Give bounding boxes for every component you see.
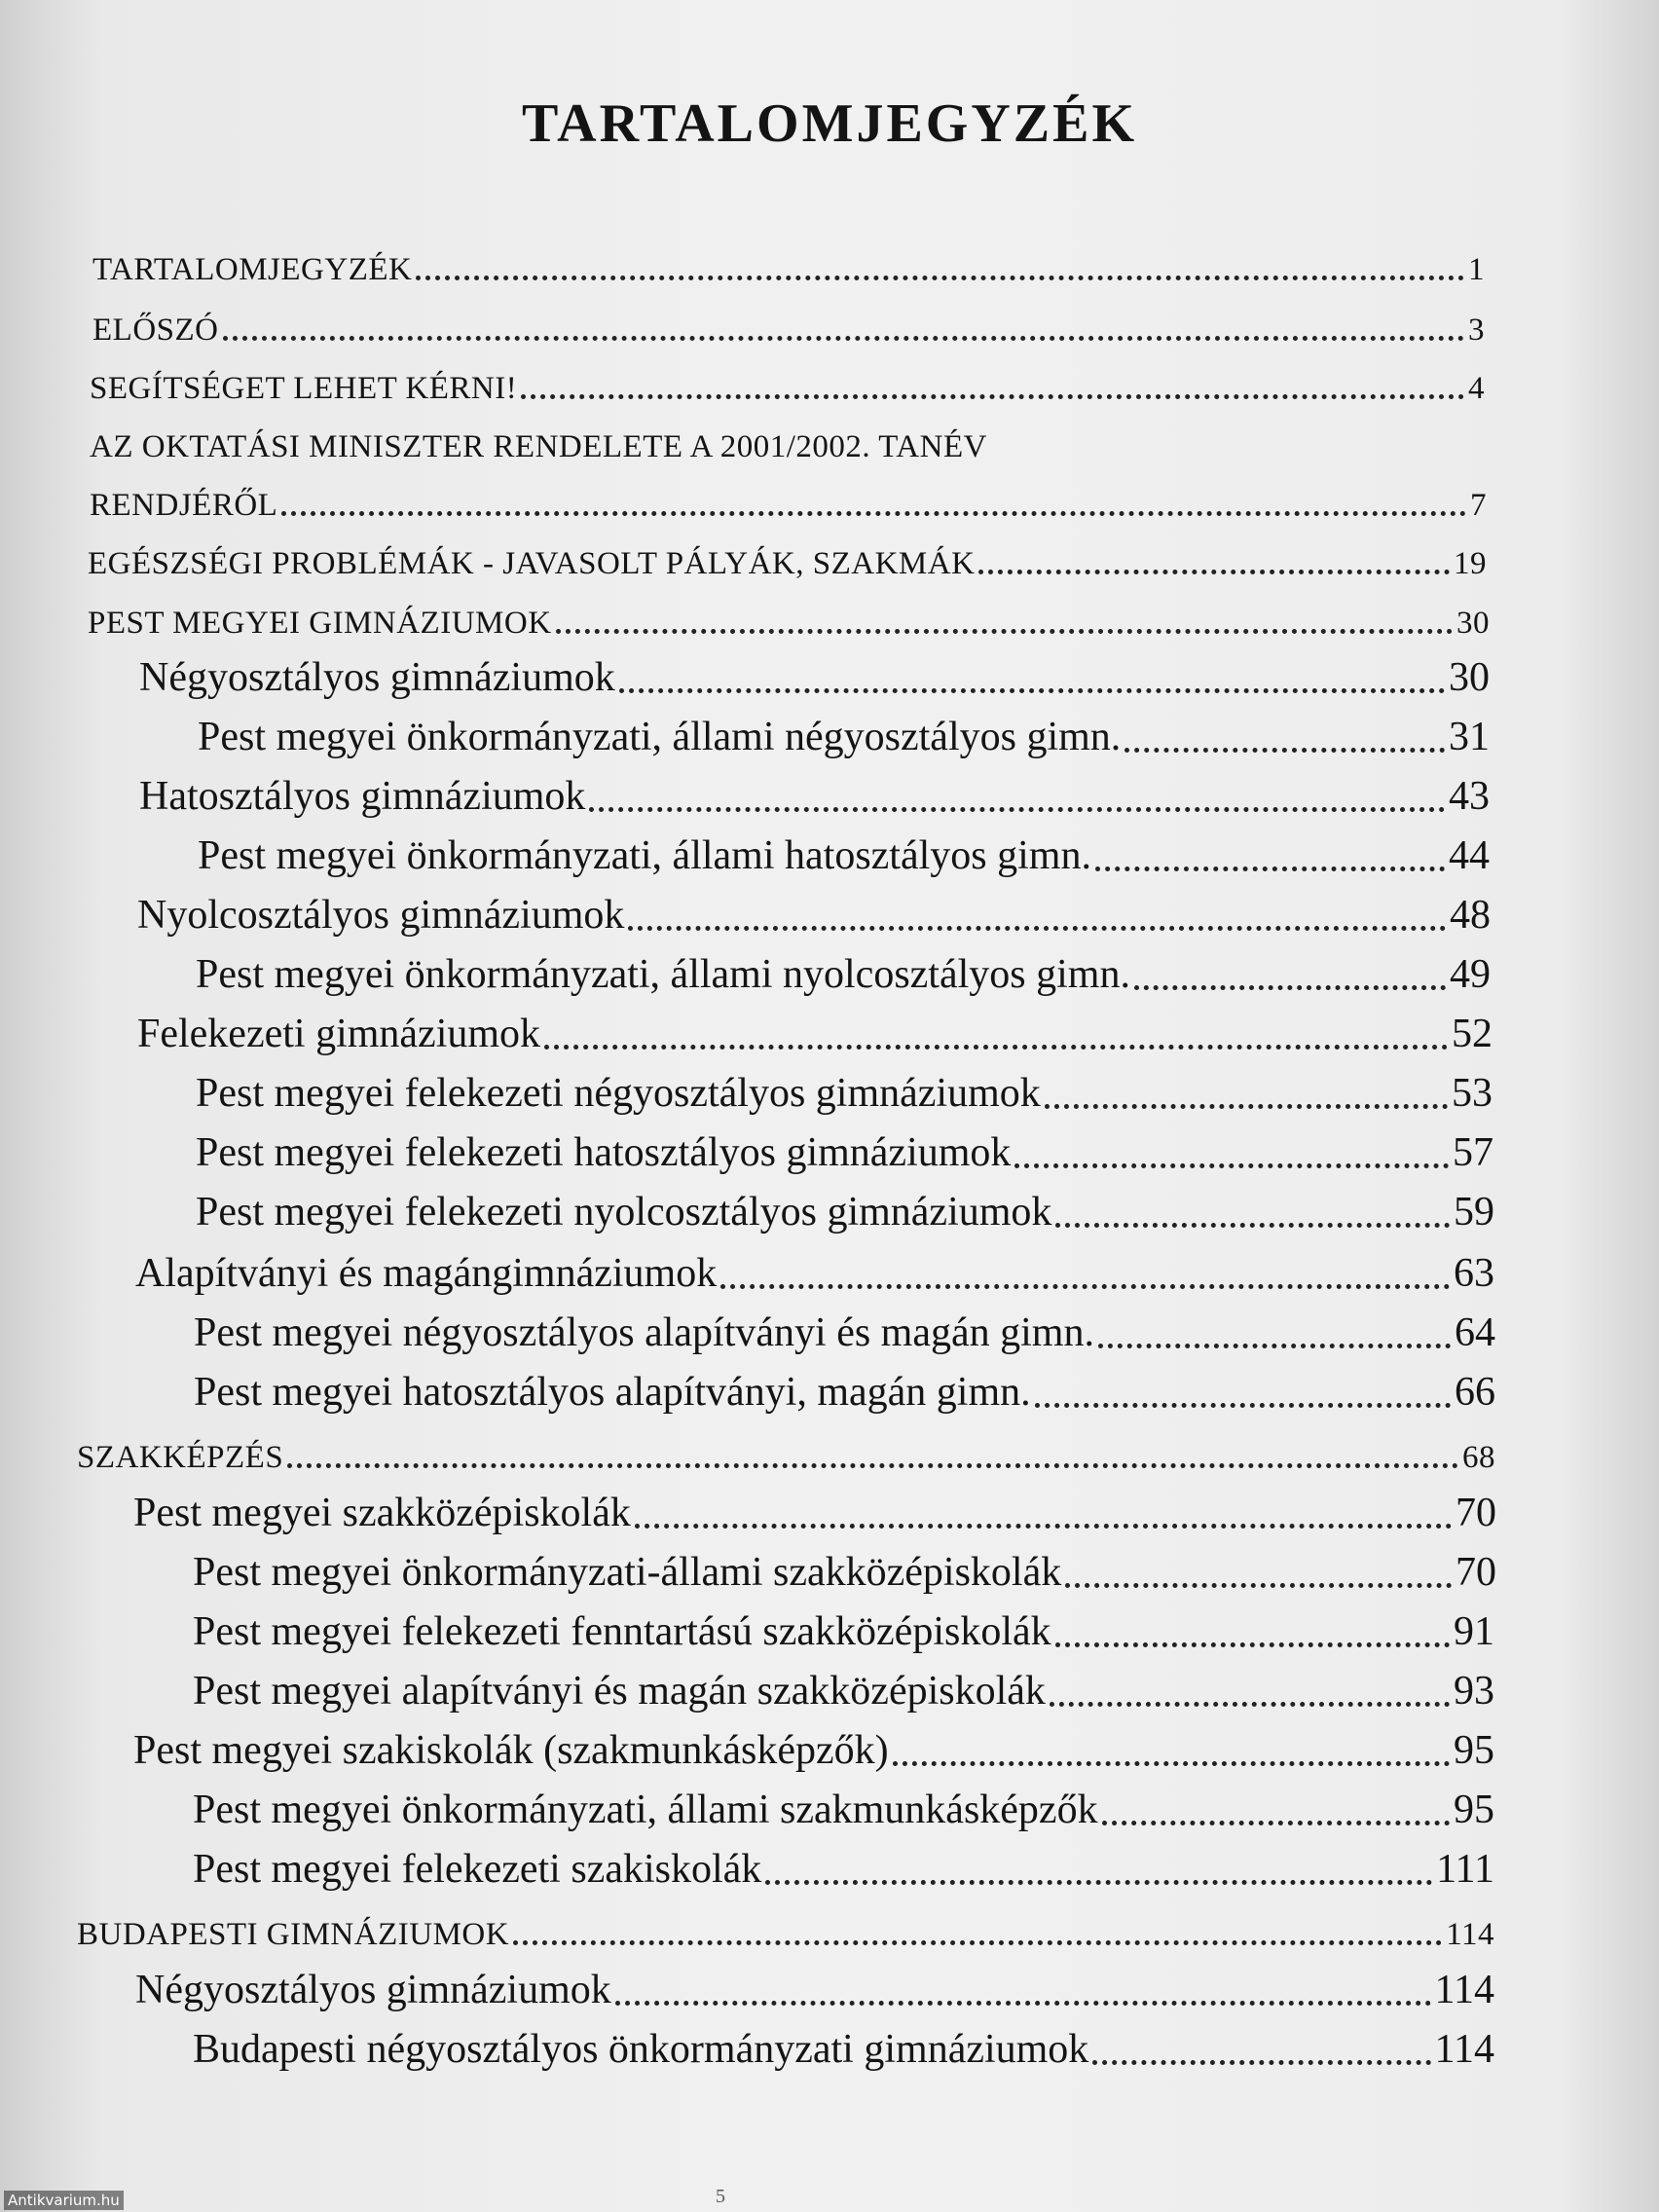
toc-entry	[92, 234, 1485, 292]
toc-entry	[133, 1719, 1494, 1778]
leader-dots	[1045, 1104, 1448, 1109]
toc-entry	[88, 528, 1487, 586]
toc-entry-label: BUDAPESTI GIMNÁZIUMOK	[77, 1917, 510, 1952]
leader-dots	[223, 336, 1465, 341]
toc-entry	[90, 469, 1487, 528]
leader-dots	[1055, 1223, 1450, 1228]
toc-entry	[77, 1421, 1495, 1480]
toc-entry	[198, 825, 1490, 883]
leader-dots	[1134, 985, 1446, 990]
toc-entry-page: 95	[1454, 1788, 1494, 1832]
toc-entry-page: 66	[1455, 1370, 1495, 1415]
toc-entry	[133, 1482, 1496, 1540]
leader-dots	[1124, 748, 1445, 753]
toc-entry-page: 68	[1462, 1440, 1495, 1475]
toc-entry-page: 31	[1449, 715, 1490, 759]
toc-entry	[137, 884, 1491, 942]
leader-dots	[556, 629, 1453, 634]
leader-dots	[765, 1880, 1432, 1885]
toc-entry-label: RENDJÉRŐL	[90, 488, 278, 523]
toc-entry	[139, 765, 1490, 824]
toc-entry	[194, 1302, 1495, 1360]
toc-entry-label: EGÉSZSÉGI PROBLÉMÁK - JAVASOLT PÁLYÁK, SZAKMÁK	[88, 546, 976, 581]
toc-entry-label: Hatosztályos gimnáziumok	[139, 774, 586, 819]
toc-entry-label: Pest megyei szakiskolák (szakmunkásképzők)	[133, 1728, 889, 1773]
leader-dots	[1102, 1821, 1450, 1825]
leader-dots	[1055, 1642, 1450, 1647]
toc-entry	[90, 411, 1492, 469]
leader-dots	[281, 511, 1466, 516]
toc-entry-page: 53	[1452, 1071, 1493, 1116]
leader-dots	[628, 926, 1446, 931]
toc-entry	[77, 1899, 1494, 1957]
toc-entry-page: 114	[1446, 1917, 1494, 1952]
toc-entry-page: 30	[1449, 655, 1490, 700]
toc-entry-label: Budapesti négyosztályos önkormányzati gimnáziumok	[193, 2027, 1089, 2072]
toc-entry-page: 7	[1470, 488, 1487, 523]
toc-entry-page: 4	[1468, 371, 1485, 406]
leader-dots	[521, 394, 1464, 399]
toc-entry-label: Pest megyei önkormányzati, állami nyolcosztályos gimn.	[196, 952, 1130, 997]
toc-entry	[196, 943, 1491, 1002]
toc-entry-label: Pest megyei szakközépiskolák	[133, 1491, 631, 1535]
leader-dots	[589, 807, 1445, 812]
toc-entry-page: 1	[1468, 252, 1485, 287]
leader-dots	[1098, 1344, 1451, 1348]
toc-entry-page: 111	[1436, 1847, 1494, 1892]
toc-entry	[196, 1062, 1493, 1121]
toc-entry-page: 64	[1455, 1310, 1495, 1355]
toc-entry	[135, 1242, 1494, 1301]
toc-entry-page: 91	[1454, 1609, 1494, 1654]
toc-entry	[193, 1601, 1494, 1659]
leader-dots	[1050, 1702, 1450, 1707]
toc-entry-label: SZAKKÉPZÉS	[77, 1440, 284, 1475]
leader-dots	[1035, 1403, 1451, 1408]
toc-entry	[196, 1181, 1494, 1239]
toc-entry-label: Alapítványi és magángimnáziumok	[135, 1251, 718, 1296]
toc-entry	[139, 646, 1490, 705]
toc-entry-label: SEGÍTSÉGET LEHET KÉRNI!	[90, 371, 518, 406]
toc-entry-label: Felekezeti gimnáziumok	[137, 1012, 541, 1056]
leader-dots	[513, 1940, 1442, 1945]
leader-dots	[1095, 866, 1445, 871]
watermark: Antikvarium.hu	[4, 2191, 124, 2210]
toc-entry-label: Pest megyei felekezeti nyolcosztályos gimnáziumok	[196, 1190, 1052, 1235]
toc-entry-page: 63	[1454, 1251, 1494, 1296]
toc-entry-label: Pest megyei felekezeti négyosztályos gimnáziumok	[196, 1071, 1041, 1116]
leader-dots	[1065, 1583, 1452, 1588]
toc-entry-page: 70	[1456, 1550, 1496, 1595]
toc-entry-label: PEST MEGYEI GIMNÁZIUMOK	[88, 606, 552, 641]
toc-entry-label: Négyosztályos gimnáziumok	[135, 1968, 611, 2012]
toc-entry-page: 49	[1450, 952, 1491, 997]
toc-entry-label: Pest megyei önkormányzati, állami négyosztályos gimn.	[198, 715, 1122, 759]
toc-entry-page: 93	[1454, 1669, 1494, 1714]
leader-dots	[615, 2001, 1431, 2006]
toc-entry-label: TARTALOMJEGYZÉK	[92, 252, 413, 287]
leader-dots	[635, 1524, 1452, 1529]
leader-dots	[619, 688, 1445, 693]
toc-entry-label: AZ OKTATÁSI MINISZTER RENDELETE A 2001/2002. TANÉV	[90, 429, 987, 464]
page-number-mark: 5	[716, 2186, 725, 2207]
toc-entry-label: Pest megyei alapítványi és magán szakközépiskolák	[193, 1669, 1046, 1714]
toc-entry	[92, 294, 1485, 352]
toc-entry-page: 57	[1453, 1130, 1493, 1175]
toc-entry	[193, 1838, 1494, 1897]
toc-entry-page: 19	[1454, 546, 1487, 581]
toc-entry-label: Pest megyei önkormányzati-állami szakközépiskolák	[193, 1550, 1062, 1595]
leader-dots	[1014, 1163, 1449, 1168]
toc-entry	[193, 1541, 1496, 1600]
toc-entry-label: Pest megyei hatosztályos alapítványi, magán gimn.	[194, 1370, 1031, 1415]
toc-entry-page: 52	[1452, 1012, 1493, 1056]
leader-dots	[978, 570, 1450, 574]
leader-dots	[720, 1284, 1450, 1289]
toc-entry-page: 3	[1468, 313, 1485, 348]
toc-entry	[193, 1660, 1494, 1718]
toc-entry	[137, 1003, 1493, 1061]
toc-entry	[88, 587, 1490, 645]
toc-entry-label: Pest megyei négyosztályos alapítványi és magán gimn.	[194, 1310, 1094, 1355]
toc-entry-page: 114	[1434, 2027, 1494, 2072]
toc-entry	[193, 2018, 1494, 2077]
toc-entry-page: 95	[1454, 1728, 1494, 1773]
toc-entry-page: 59	[1454, 1190, 1494, 1235]
leader-dots	[544, 1045, 1448, 1050]
toc-entry	[135, 1959, 1494, 2017]
toc-entry-page: 114	[1434, 1968, 1494, 2012]
leader-dots	[287, 1463, 1458, 1468]
toc-entry	[193, 1779, 1494, 1837]
toc-entry-label: Négyosztályos gimnáziumok	[139, 655, 615, 700]
toc-entry-label: ELŐSZÓ	[92, 313, 219, 348]
toc-entry	[198, 706, 1490, 764]
toc-entry-label: Pest megyei felekezeti hatosztályos gimnáziumok	[196, 1130, 1012, 1175]
toc-entry-page: 30	[1456, 606, 1490, 641]
toc-entry-page: 44	[1449, 833, 1490, 878]
toc-entry-label: Pest megyei felekezeti fenntartású szakközépiskolák	[193, 1609, 1051, 1654]
toc-entry	[194, 1361, 1495, 1419]
leader-dots	[1092, 2060, 1430, 2065]
toc-entry-label: Nyolcosztályos gimnáziumok	[137, 893, 625, 938]
leader-dots	[893, 1761, 1450, 1766]
toc-entry	[196, 1122, 1493, 1180]
toc-entry	[90, 352, 1485, 411]
toc-entry-label: Pest megyei önkormányzati, állami szakmunkásképzők	[193, 1788, 1098, 1832]
page-title: TARTALOMJEGYZÉK	[521, 93, 1138, 154]
leader-dots	[416, 276, 1464, 280]
toc-entry-label: Pest megyei önkormányzati, állami hatosztályos gimn.	[198, 833, 1091, 878]
toc-entry-label: Pest megyei felekezeti szakiskolák	[193, 1847, 762, 1892]
toc-entry-page: 70	[1456, 1491, 1496, 1535]
toc-entry-page: 48	[1450, 893, 1491, 938]
toc-entry-page: 43	[1449, 774, 1490, 819]
